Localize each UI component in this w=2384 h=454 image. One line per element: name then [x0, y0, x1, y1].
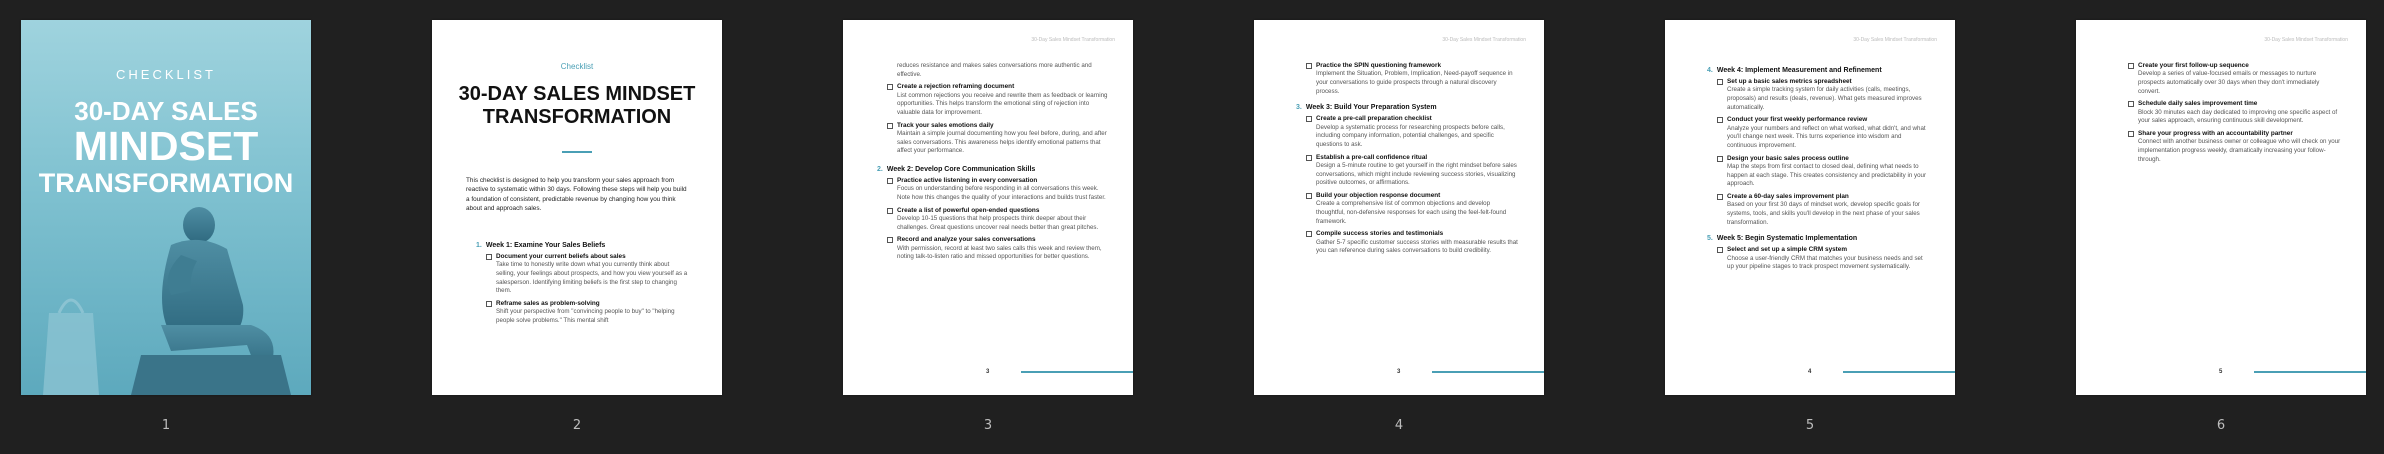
checkbox-icon[interactable]: [1717, 194, 1723, 200]
checkbox-icon[interactable]: [887, 208, 893, 214]
cover-title-line-3: TRANSFORMATION: [38, 168, 294, 198]
page-6[interactable]: [2076, 20, 2366, 395]
page-label-4[interactable]: 4: [1394, 418, 1404, 433]
week-1-section: [466, 235, 690, 330]
checklist-item[interactable]: [887, 236, 1109, 262]
checklist-item[interactable]: [2128, 62, 2342, 96]
checklist-item[interactable]: [887, 177, 1109, 203]
checkbox-icon[interactable]: [1306, 193, 1312, 199]
cover-title-line-1: 30-DAY SALES: [74, 96, 258, 126]
item-title: Create a rejection reframing document: [897, 83, 1015, 91]
checkbox-icon[interactable]: [2128, 131, 2134, 137]
page-label-1[interactable]: 1: [161, 418, 171, 433]
checkbox-icon[interactable]: [1717, 79, 1723, 85]
thinker-statue-illustration: [21, 195, 311, 395]
cover-eyebrow: CHECKLIST: [116, 67, 216, 82]
week-3-heading: [1296, 104, 1520, 111]
checklist-item[interactable]: [887, 207, 1109, 233]
cover-title: [21, 98, 311, 197]
item-title: Practice the SPIN questioning framework: [1316, 62, 1442, 69]
document-title-line-2: TRANSFORMATION: [482, 106, 672, 128]
checkbox-icon[interactable]: [887, 84, 893, 90]
page-5-content: [1707, 60, 1931, 276]
page-label-5[interactable]: 5: [1805, 418, 1815, 433]
cover-title-line-2: MINDSET: [73, 123, 259, 169]
checklist-item[interactable]: [1717, 116, 1931, 150]
page-4[interactable]: [1254, 20, 1544, 395]
week-5-heading: [1707, 235, 1931, 242]
week-4-title: Week 4: Implement Measurement and Refinement: [1716, 67, 1882, 74]
checklist-item[interactable]: [1306, 154, 1520, 188]
checklist-item[interactable]: [1717, 78, 1931, 112]
week-3-title: Week 3: Build Your Preparation System: [1305, 104, 1437, 112]
item-title: Create a pre-call preparation checklist: [1316, 115, 1432, 123]
item-description: Map the steps from first contact to closed deal, defining what needs to happen at each stage. This creates consistency and predictability in your approach.: [1727, 163, 1927, 188]
checkbox-icon[interactable]: [887, 178, 893, 184]
document-title-line-1: 30-DAY SALES MINDSET: [458, 83, 696, 105]
item-description: Create a comprehensive list of common objections and develop thoughtful, non-defensive responses for each using the feel-felt-found framework.: [1316, 200, 1507, 225]
item-description: Develop a series of value-focused emails or messages to nurture prospects automatically over 30 days when they don't immediately convert.: [2138, 70, 2320, 95]
item-description: Analyze your numbers and reflect on what worked, what didn't, and what you'll change next week. This turns experience into wisdom and continuous improvement.: [1727, 124, 1926, 150]
document-title: [432, 83, 722, 129]
item-title: Set up a basic sales metrics spreadsheet: [1727, 78, 1852, 85]
checklist-item[interactable]: [486, 253, 690, 296]
checklist-item[interactable]: [1306, 62, 1520, 96]
bag-handle: [59, 300, 83, 313]
item-description: Shift your perspective from "convincing people to buy" to "helping people solve problems." This mental shift: [496, 308, 675, 325]
intro-paragraph: This checklist is designed to help you transform your sales approach from reactive to systematic within 30 days. Following these steps will help you build a foundation of consistent, predictable revenue by changing how you think about and approach sales.: [466, 177, 687, 212]
item-title: Share your progress with an accountability partner: [2138, 130, 2293, 138]
statue-base: [131, 355, 291, 395]
page-label-6[interactable]: 6: [2216, 418, 2226, 433]
checkbox-icon[interactable]: [2128, 63, 2134, 69]
checkbox-icon[interactable]: [1306, 116, 1312, 122]
item-title: Compile success stories and testimonials: [1316, 230, 1444, 238]
item-description: Choose a user-friendly CRM that matches your business needs and set up your pipeline stages to track prospect movement systematically.: [1727, 254, 1923, 271]
footer-page-number: 4: [1808, 369, 1812, 375]
checklist-item[interactable]: [887, 122, 1109, 156]
item-description: List common rejections you receive and rewrite them as feedback or learning opportunities. This helps transform the emotional sting of rejection into valuable data for improvement.: [897, 91, 1108, 117]
running-head: 30-Day Sales Mindset Transformation: [1442, 37, 1526, 43]
checklist-item[interactable]: [2128, 100, 2342, 126]
item-title: Design your basic sales process outline: [1727, 154, 1849, 162]
item-title: Establish a pre-call confidence ritual: [1316, 153, 1428, 161]
checkbox-icon[interactable]: [1717, 117, 1723, 123]
item-title: Practice active listening in every conversation: [897, 177, 1038, 185]
page-label-2[interactable]: 2: [572, 418, 582, 433]
checkbox-icon[interactable]: [1306, 231, 1312, 237]
checkbox-icon[interactable]: [486, 254, 492, 260]
footer-accent-bar: [1843, 371, 1955, 373]
page-1-cover[interactable]: [21, 20, 311, 395]
continued-description: reduces resistance and makes sales conversations more authentic and effective.: [897, 62, 1092, 78]
footer-page-number: 3: [1397, 369, 1401, 375]
checkbox-icon[interactable]: [2128, 101, 2134, 107]
footer-accent-bar: [1432, 371, 1544, 373]
item-description: Create a simple tracking system for daily activities (calls, meetings, proposals) and results (deals, revenue). What gets measured improves automatically.: [1727, 86, 1922, 111]
running-head: 30-Day Sales Mindset Transformation: [2264, 37, 2348, 43]
item-title: Create your first follow-up sequence: [2138, 62, 2249, 69]
item-description: Block 30 minutes each day dedicated to improving one specific aspect of your sales approach, ensuring continuous skill development.: [2138, 108, 2338, 125]
checklist-item[interactable]: [1306, 230, 1520, 256]
checkbox-icon[interactable]: [887, 123, 893, 129]
checklist-item[interactable]: [887, 83, 1109, 117]
item-description: Gather 5-7 specific customer success stories with measurable results that you can reference during sales conversations to build credibility.: [1316, 238, 1518, 255]
item-title: Select and set up a simple CRM system: [1727, 246, 1848, 254]
page-3[interactable]: [843, 20, 1133, 395]
item-title: Track your sales emotions daily: [897, 121, 994, 129]
item-description: Focus on understanding before responding in all conversations this week. Note how this changes the quality of your interactions and builds trust faster.: [897, 185, 1106, 202]
week-1-number: 1.: [476, 242, 482, 249]
running-head: 30-Day Sales Mindset Transformation: [1853, 37, 1937, 43]
item-description: Based on your first 30 days of mindset work, develop specific goals for systems, tools, and skills you'll develop in the next phase of your sales transformation.: [1727, 201, 1920, 226]
week-5-title: Week 5: Begin Systematic Implementation: [1716, 235, 1858, 243]
week-3-number: 3.: [1296, 104, 1302, 112]
page-4-content: [1296, 62, 1520, 260]
week-1-title: Week 1: Examine Your Sales Beliefs: [485, 242, 606, 249]
checklist-item[interactable]: [2128, 130, 2342, 164]
checklist-item[interactable]: [486, 300, 690, 326]
week-4-heading: [1707, 67, 1931, 74]
checklist-eyebrow: Checklist: [560, 62, 594, 71]
checkbox-icon[interactable]: [1717, 156, 1723, 162]
footer-page-number: 3: [986, 369, 990, 375]
item-description: Design a 5-minute routine to get yourself in the right mindset before sales conversations, which might include reviewing success stories, visualizing positive outcomes, or affirmations.: [1316, 162, 1517, 187]
item-title: Create a list of powerful open-ended questions: [897, 206, 1040, 214]
title-divider: [562, 151, 592, 153]
item-title: Reframe sales as problem-solving: [496, 300, 600, 308]
checkbox-icon[interactable]: [1306, 155, 1312, 161]
footer-page-number: 5: [2219, 369, 2223, 375]
checklist-item[interactable]: [1306, 192, 1520, 226]
item-description: Connect with another business owner or colleague who will check on your implementation progress weekly, dramatically increasing your follow-through.: [2138, 138, 2341, 163]
page-6-content: [2128, 62, 2342, 168]
week-2-heading: [877, 166, 1109, 173]
item-description: Implement the Situation, Problem, Implication, Need-payoff sequence in your conversations to guide prospects through a natural discovery process.: [1316, 70, 1513, 95]
checklist-item[interactable]: [1306, 115, 1520, 149]
checkbox-icon[interactable]: [486, 301, 492, 307]
bag-shape: [43, 313, 99, 395]
item-description: Develop 10-15 questions that help prospects think deeper about their challenges. Great questions uncover real needs better than great pitches.: [897, 215, 1099, 231]
item-title: Schedule daily sales improvement time: [2138, 100, 2258, 108]
item-title: Conduct your first weekly performance review: [1727, 116, 1868, 124]
checkbox-icon[interactable]: [1306, 63, 1312, 69]
checklist-item[interactable]: [1717, 155, 1931, 189]
item-title: Create a 60-day sales improvement plan: [1727, 193, 1849, 201]
running-head: 30-Day Sales Mindset Transformation: [1031, 37, 1115, 43]
item-title: Record and analyze your sales conversations: [897, 236, 1036, 244]
checklist-item[interactable]: [1717, 246, 1931, 272]
page-5[interactable]: [1665, 20, 1955, 395]
item-description: Take time to honestly write down what you currently think about selling, your feelings about prospects, and how you view yourself as a salesperson. Identifying limiting beliefs is the first step to changing them.: [496, 261, 688, 295]
week-5-number: 5.: [1707, 235, 1713, 243]
checkbox-icon[interactable]: [887, 237, 893, 243]
week-1-heading: [466, 242, 690, 249]
item-description: With permission, record at least two sales calls this week and review them, noting talk-to-listen ratio and missed opportunities for better questions.: [897, 244, 1102, 261]
week-2-title: Week 2: Develop Core Communication Skills: [886, 166, 1036, 174]
page-2[interactable]: [432, 20, 722, 395]
page-label-3[interactable]: 3: [983, 418, 993, 433]
item-description: Maintain a simple journal documenting how you feel before, during, and after sales conversations. This awareness helps identify emotional patterns that affect your performance.: [897, 130, 1107, 155]
week-4-number: 4.: [1707, 67, 1713, 74]
item-description: Develop a systematic process for researching prospects before calls, including company information, potential challenges, and specific questions to ask.: [1316, 123, 1505, 149]
checkbox-icon[interactable]: [1717, 247, 1723, 253]
statue-head: [183, 207, 215, 243]
footer-accent-bar: [1021, 371, 1133, 373]
page-3-content: [877, 62, 1109, 266]
item-title: Document your current beliefs about sales: [496, 253, 626, 260]
week-2-number: 2.: [877, 166, 883, 174]
item-title: Build your objection response document: [1316, 192, 1441, 200]
checklist-item[interactable]: [1717, 193, 1931, 227]
footer-accent-bar: [2254, 371, 2366, 373]
